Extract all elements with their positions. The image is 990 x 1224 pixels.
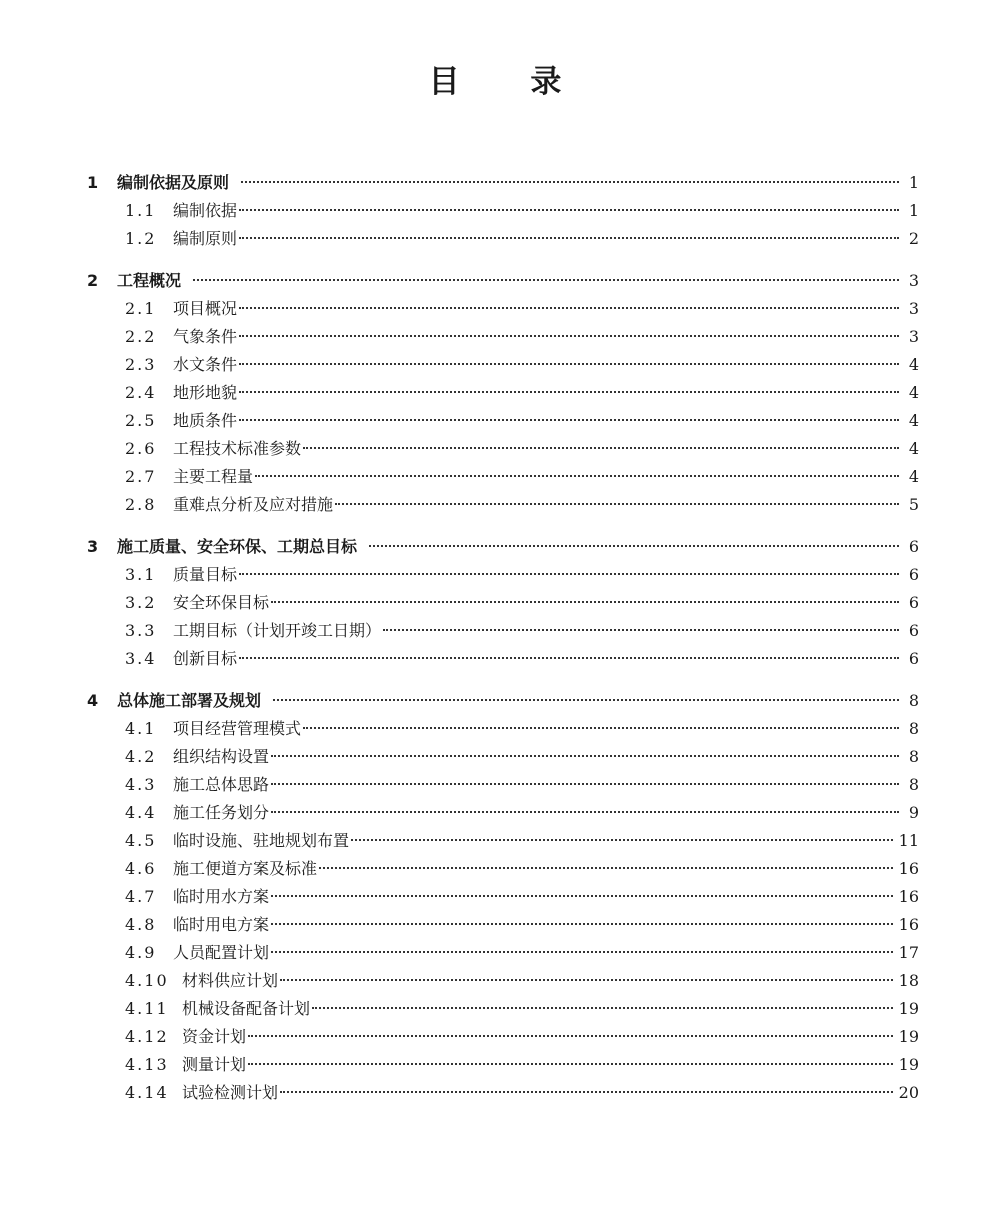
toc-section-entry[interactable] <box>87 491 919 519</box>
toc-page-number: 19 <box>898 1055 919 1074</box>
toc-dot-leader <box>312 1007 893 1009</box>
toc-entry-number: 2.6 <box>125 439 157 458</box>
toc-entry-title: 水文条件 <box>173 355 238 374</box>
toc-entry-number: 4.11 <box>125 999 169 1018</box>
toc-dot-leader <box>303 447 899 449</box>
toc-section-entry[interactable] <box>87 1051 919 1079</box>
toc-section-entry[interactable] <box>87 995 919 1023</box>
toc-dot-leader <box>369 545 899 547</box>
toc-entry-number: 4.1 <box>125 719 157 738</box>
toc-dot-leader <box>241 181 899 183</box>
toc-page-number: 4 <box>908 383 919 402</box>
toc-entry-number: 4.13 <box>125 1055 169 1074</box>
toc-page-number: 6 <box>908 537 919 556</box>
toc-section-entry[interactable] <box>87 197 919 225</box>
toc-entry-number: 3.1 <box>125 565 157 584</box>
toc-chapter-entry[interactable] <box>87 267 919 295</box>
toc-dot-leader <box>239 573 899 575</box>
toc-entry-title: 工程概况 <box>117 271 182 290</box>
toc-entry-title: 气象条件 <box>173 327 238 346</box>
toc-dot-leader <box>271 783 899 785</box>
toc-page-number: 6 <box>908 649 919 668</box>
toc-page-number: 16 <box>898 915 919 934</box>
toc-entry-title: 编制依据 <box>173 201 238 220</box>
toc-page-number: 8 <box>908 719 919 738</box>
toc-entry-title: 临时用水方案 <box>173 887 270 906</box>
toc-entry-number: 4.4 <box>125 803 157 822</box>
toc-entry-title: 资金计划 <box>182 1027 247 1046</box>
toc-entry-number: 3.3 <box>125 621 157 640</box>
toc-section-entry[interactable] <box>87 225 919 253</box>
toc-dot-leader <box>383 629 899 631</box>
toc-dot-leader <box>248 1035 893 1037</box>
toc-page-number: 19 <box>898 999 919 1018</box>
toc-entry-title: 质量目标 <box>173 565 238 584</box>
toc-section-entry[interactable] <box>87 589 919 617</box>
toc-entry-number: 1 <box>87 173 99 192</box>
toc-dot-leader <box>271 895 893 897</box>
toc-section-entry[interactable] <box>87 1023 919 1051</box>
toc-dot-leader <box>335 503 899 505</box>
toc-entry-title: 施工任务划分 <box>173 803 270 822</box>
toc-entry-number: 4 <box>87 691 99 710</box>
toc-chapter-entry[interactable] <box>87 533 919 561</box>
toc-dot-leader <box>351 839 893 841</box>
toc-entry-title: 重难点分析及应对措施 <box>173 495 334 514</box>
toc-page-number: 2 <box>908 229 919 248</box>
toc-entry-number: 2.7 <box>125 467 157 486</box>
toc-section-entry[interactable] <box>87 351 919 379</box>
toc-entry-title: 临时用电方案 <box>173 915 270 934</box>
toc-entry-title: 主要工程量 <box>173 467 254 486</box>
toc-chapter-entry[interactable] <box>87 687 919 715</box>
toc-dot-leader <box>239 419 899 421</box>
toc-entry-title: 人员配置计划 <box>173 943 270 962</box>
toc-dot-leader <box>271 951 893 953</box>
toc-entry-title: 机械设备配备计划 <box>182 999 311 1018</box>
toc-section-entry[interactable] <box>87 617 919 645</box>
toc-entry-number: 2 <box>87 271 99 290</box>
toc-entry-number: 2.3 <box>125 355 157 374</box>
toc-section-entry[interactable] <box>87 407 919 435</box>
toc-entry-title: 施工总体思路 <box>173 775 270 794</box>
toc-entry-title: 编制原则 <box>173 229 238 248</box>
toc-dot-leader <box>193 279 899 281</box>
toc-entry-title: 项目经营管理模式 <box>173 719 302 738</box>
toc-page-number: 6 <box>908 593 919 612</box>
toc-section-entry[interactable] <box>87 883 919 911</box>
toc-entry-number: 4.8 <box>125 915 157 934</box>
toc-section-entry[interactable] <box>87 799 919 827</box>
toc-entry-number: 4.6 <box>125 859 157 878</box>
toc-dot-leader <box>255 475 899 477</box>
toc-entry-number: 4.14 <box>125 1083 169 1102</box>
toc-section-entry[interactable] <box>87 323 919 351</box>
toc-page-number: 8 <box>908 691 919 710</box>
toc-dot-leader <box>280 979 893 981</box>
toc-page-number: 16 <box>898 859 919 878</box>
toc-entry-number: 1.2 <box>125 229 157 248</box>
toc-section-entry[interactable] <box>87 645 919 673</box>
toc-section-entry[interactable] <box>87 1079 919 1107</box>
toc-entry-title: 编制依据及原则 <box>117 173 230 192</box>
toc-page-number: 17 <box>898 943 919 962</box>
toc-entry-title: 工期目标（计划开竣工日期） <box>173 621 382 640</box>
toc-page-number: 6 <box>908 565 919 584</box>
toc-section-entry[interactable] <box>87 911 919 939</box>
toc-page-number: 4 <box>908 411 919 430</box>
toc-page-number: 18 <box>898 971 919 990</box>
toc-page-number: 4 <box>908 439 919 458</box>
toc-dot-leader <box>271 923 893 925</box>
toc-dot-leader <box>239 237 899 239</box>
toc-section-entry[interactable] <box>87 771 919 799</box>
toc-page-number: 16 <box>898 887 919 906</box>
table-of-contents <box>87 169 919 1107</box>
toc-entry-title: 地形地貌 <box>173 383 238 402</box>
toc-entry-title: 组织结构设置 <box>173 747 270 766</box>
toc-section-entry[interactable] <box>87 379 919 407</box>
toc-entry-number: 4.7 <box>125 887 157 906</box>
toc-entry-number: 3.4 <box>125 649 157 668</box>
toc-section-entry[interactable] <box>87 743 919 771</box>
toc-page-number: 3 <box>908 271 919 290</box>
toc-section-entry[interactable] <box>87 939 919 967</box>
toc-page-number: 20 <box>898 1083 919 1102</box>
toc-dot-leader <box>280 1091 893 1093</box>
toc-dot-leader <box>271 601 899 603</box>
toc-entry-number: 4.3 <box>125 775 157 794</box>
toc-dot-leader <box>239 391 899 393</box>
toc-chapter-entry[interactable] <box>87 169 919 197</box>
toc-section-entry[interactable] <box>87 967 919 995</box>
toc-entry-number: 2.5 <box>125 411 157 430</box>
toc-page-number: 1 <box>908 173 919 192</box>
toc-entry-number: 4.5 <box>125 831 157 850</box>
toc-entry-number: 4.12 <box>125 1027 169 1046</box>
toc-section-entry[interactable] <box>87 463 919 491</box>
toc-dot-leader <box>239 335 899 337</box>
toc-page-number: 6 <box>908 621 919 640</box>
toc-entry-number: 2.4 <box>125 383 157 402</box>
toc-dot-leader <box>248 1063 893 1065</box>
toc-entry-title: 总体施工部署及规划 <box>117 691 262 710</box>
toc-section-entry[interactable] <box>87 827 919 855</box>
toc-entry-title: 试验检测计划 <box>182 1083 279 1102</box>
toc-page-number: 4 <box>908 355 919 374</box>
toc-entry-title: 地质条件 <box>173 411 238 430</box>
toc-section-entry[interactable] <box>87 435 919 463</box>
toc-entry-title: 材料供应计划 <box>182 971 279 990</box>
toc-entry-number: 3 <box>87 537 99 556</box>
toc-entry-number: 2.1 <box>125 299 157 318</box>
toc-entry-title: 测量计划 <box>182 1055 247 1074</box>
toc-page-number: 8 <box>908 775 919 794</box>
toc-page-number: 11 <box>898 831 919 850</box>
toc-dot-leader <box>239 307 899 309</box>
toc-dot-leader <box>273 699 899 701</box>
toc-entry-number: 4.2 <box>125 747 157 766</box>
toc-dot-leader <box>239 363 899 365</box>
toc-dot-leader <box>239 657 899 659</box>
toc-entry-number: 4.9 <box>125 943 157 962</box>
toc-entry-title: 安全环保目标 <box>173 593 270 612</box>
toc-entry-title: 创新目标 <box>173 649 238 668</box>
toc-entry-title: 临时设施、驻地规划布置 <box>173 831 350 850</box>
toc-section-entry[interactable] <box>87 855 919 883</box>
toc-section-entry[interactable] <box>87 561 919 589</box>
toc-entry-number: 2.2 <box>125 327 157 346</box>
toc-page-number: 3 <box>908 327 919 346</box>
toc-page-number: 9 <box>908 803 919 822</box>
toc-entry-number: 4.10 <box>125 971 169 990</box>
toc-page-number: 5 <box>908 495 919 514</box>
page-title: 目 录 <box>428 64 592 100</box>
toc-dot-leader <box>271 811 899 813</box>
toc-page-number: 8 <box>908 747 919 766</box>
toc-section-entry[interactable] <box>87 715 919 743</box>
toc-dot-leader <box>239 209 899 211</box>
toc-entry-number: 2.8 <box>125 495 157 514</box>
toc-entry-title: 工程技术标准参数 <box>173 439 302 458</box>
toc-entry-title: 施工便道方案及标准 <box>173 859 318 878</box>
toc-page-number: 19 <box>898 1027 919 1046</box>
toc-page-number: 1 <box>908 201 919 220</box>
toc-dot-leader <box>303 727 899 729</box>
toc-entry-number: 1.1 <box>125 201 157 220</box>
toc-dot-leader <box>271 755 899 757</box>
toc-entry-title: 施工质量、安全环保、工期总目标 <box>117 537 358 556</box>
toc-section-entry[interactable] <box>87 295 919 323</box>
toc-page-number: 4 <box>908 467 919 486</box>
toc-dot-leader <box>319 867 893 869</box>
toc-entry-number: 3.2 <box>125 593 157 612</box>
toc-entry-title: 项目概况 <box>173 299 238 318</box>
toc-page-number: 3 <box>908 299 919 318</box>
